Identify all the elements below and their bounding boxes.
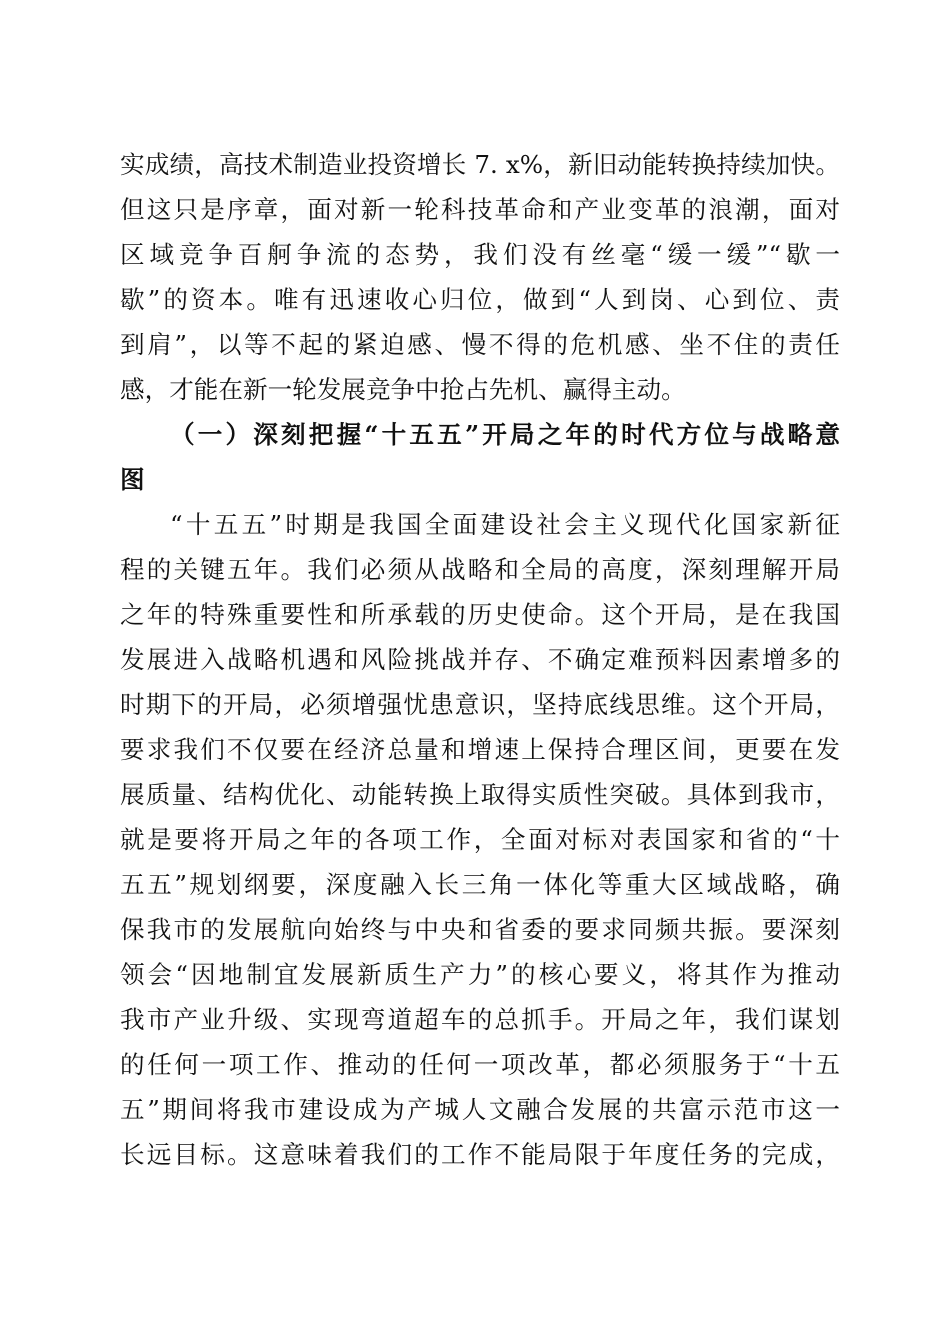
text-line: 时期下的开局，必须增强忧患意识，坚持底线思维。这个开局，	[120, 690, 840, 719]
paragraph	[120, 502, 840, 1177]
text-line: 感，才能在新一轮发展竞争中抢占先机、赢得主动。	[120, 375, 686, 404]
text-line: 展质量、结构优化、动能转换上取得实质性突破。具体到我市，	[120, 780, 840, 809]
heading-line: （一）深刻把握“十五五”开局之年的时代方位与战略意	[170, 420, 840, 449]
text-line: 要求我们不仅要在经济总量和增速上保持合理区间，更要在发	[120, 735, 840, 764]
text-line: 的任何一项工作、推动的任何一项改革，都必须服务于“十五	[120, 1050, 840, 1079]
text-line: 我市产业升级、实现弯道超车的总抓手。开局之年，我们谋划	[120, 1005, 840, 1034]
text-line: 长远目标。这意味着我们的工作不能局限于年度任务的完成，	[120, 1140, 840, 1169]
heading-line: 图	[120, 465, 145, 494]
text-line: 到肩”，以等不起的紧迫感、慢不得的危机感、坐不住的责任	[120, 330, 840, 359]
text-line: 之年的特殊重要性和所承载的历史使命。这个开局，是在我国	[120, 600, 840, 629]
text-line: 领会“因地制宜发展新质生产力”的核心要义，将其作为推动	[120, 960, 840, 989]
text-line: 程的关键五年。我们必须从战略和全局的高度，深刻理解开局	[120, 555, 840, 584]
paragraph	[120, 142, 840, 412]
text-line: 五五”规划纲要，深度融入长三角一体化等重大区域战略，确	[120, 870, 840, 899]
text-line: 区域竞争百舸争流的态势，我们没有丝毫“缓一缓”“歇一	[120, 240, 840, 269]
text-line: 实成绩，高技术制造业投资增长 7. x%，新旧动能转换持续加快。	[120, 150, 840, 179]
text-line: 但这只是序章，面对新一轮科技革命和产业变革的浪潮，面对	[120, 195, 840, 224]
document-body	[120, 142, 840, 1177]
text-line: 就是要将开局之年的各项工作，全面对标对表国家和省的“十	[120, 825, 840, 854]
text-line: 发展进入战略机遇和风险挑战并存、不确定难预料因素增多的	[120, 645, 840, 674]
text-line: 歇”的资本。唯有迅速收心归位，做到“人到岗、心到位、责	[120, 285, 840, 314]
section-heading	[120, 412, 840, 502]
text-line: “十五五”时期是我国全面建设社会主义现代化国家新征	[170, 510, 840, 539]
text-line: 五”期间将我市建设成为产城人文融合发展的共富示范市这一	[120, 1095, 840, 1124]
text-line: 保我市的发展航向始终与中央和省委的要求同频共振。要深刻	[120, 915, 840, 944]
